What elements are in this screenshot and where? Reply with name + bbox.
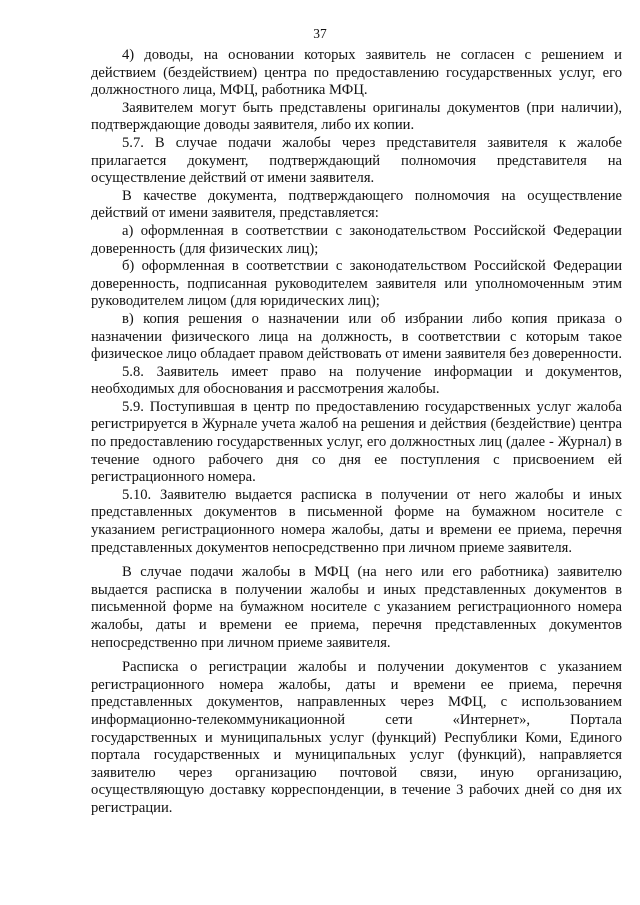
paragraph-5-7-representative: 5.7. В случае подачи жалобы через представителя заявителя к жалобе прилагается документ, подтверждающий полномочия представителя на осуществление действий от имени заявителя. <box>91 134 622 187</box>
paragraph-item-a-individuals: а) оформленная в соответствии с законодательством Российской Федерации доверенность (для физических лиц); <box>91 222 622 257</box>
paragraph-item-b-legal-entities: б) оформленная в соответствии с законодательством Российской Федерации доверенность, подписанная руководителем заявителя или уполномоченным этим руководителем лицом (для юридических лиц); <box>91 258 622 310</box>
paragraph-item-4-arguments: 4) доводы, на основании которых заявитель не согласен с решением и действием (бездействием) центра по предоставлению государственных услуг, его должностного лица, МФЦ, работника МФЦ. <box>91 47 622 99</box>
paragraph-5-10-receipt: 5.10. Заявителю выдается расписка в получении от него жалобы и иных представленных документов в письменной форме на бумажном носителе с указанием регистрационного номера жалобы, даты и времени ее приема, перечня представленных документов непосредственно при личном приеме заявителя. <box>91 486 622 556</box>
paragraph-receipt-by-mail: Расписка о регистрации жалобы и получении документов с указанием регистрационного номера жалобы, даты и времени ее приема, перечня представленных документов, направленных через МФЦ, с использованием информационно-телекоммуникационной сети «Интернет», Портала государственных и муниципальных услуг (функций) Республики Коми, Единого портала государственных и муниципальных услуг (функций), направляется заявителю через организацию почтовой связи, иную организацию, осуществляющую доставку корреспонденции, в течение 3 рабочих дней со дня их регистрации. <box>91 659 622 816</box>
paragraph-authority-document: В качестве документа, подтверждающего полномочия на осуществление действий от имени заявителя, представляется: <box>91 187 622 222</box>
paragraph-5-8-right-to-information: 5.8. Заявитель имеет право на получение информации и документов, необходимых для обоснования и рассмотрения жалобы. <box>91 363 622 398</box>
paragraph-mfc-receipt: В случае подачи жалобы в МФЦ (на него или его работника) заявителю выдается расписка в получении жалобы и иных представленных документов в письменной форме на бумажном носителе с указанием регистрационного номера жалобы, даты и времени ее приема, перечня представленных документов непосредственно при личном приеме заявителя. <box>91 564 622 651</box>
paragraph-item-c-appointment: в) копия решения о назначении или об избрании либо копия приказа о назначении физического лица на должность, в соответствии с которым такое физическое лицо обладает правом действовать от имени заявителя без доверенности. <box>91 310 622 363</box>
paragraph-originals-or-copies: Заявителем могут быть представлены оригиналы документов (при наличии), подтверждающие доводы заявителя, либо их копии. <box>91 99 622 134</box>
page-number: 37 <box>313 26 327 41</box>
document-body <box>91 47 622 818</box>
paragraph-5-9-registration: 5.9. Поступившая в центр по предоставлению государственных услуг жалоба регистрируется в Журнале учета жалоб на решения и действия (бездействие) центра по предоставлению государственных услуг, его должностных лиц (далее - Журнал) в течение одного рабочего дня со дня ее поступления с присвоением ей регистрационного номера. <box>91 398 622 486</box>
